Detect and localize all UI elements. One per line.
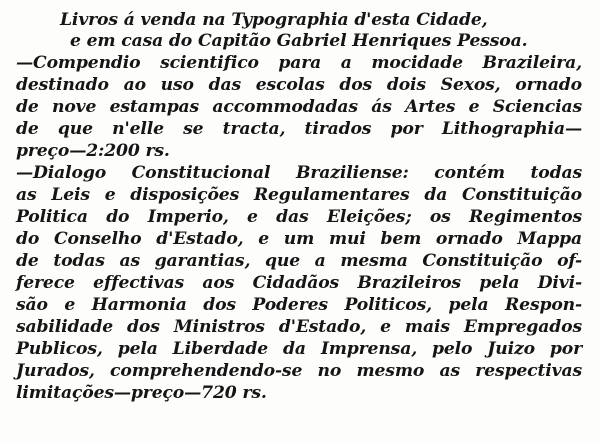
body-line-6: —Dialogo Constitucional Braziliense: contém todas — [16, 163, 582, 183]
body-line-1: —Compendio scientifico para a mocidade Brazileira, — [16, 53, 582, 73]
header-line-2: e em casa do Capitão Gabriel Henriques Pessoa. — [70, 31, 528, 51]
body-line-7: as Leis e disposições Regulamentares da Constituição — [16, 185, 582, 205]
body-line-15: Jurados, comprehendendo-se no mesmo as respectivas — [16, 361, 582, 381]
body-line-9: do Conselho d'Estado, e um mui bem ornado Mappa — [16, 229, 582, 249]
body-line-2: destinado ao uso das escolas dos dois Sexos, ornado — [16, 75, 582, 95]
body-line-4: de que n'elle se tracta, tirados por Lithographia— — [16, 119, 582, 139]
body-line-16-price: limitações—preço—720 rs. — [16, 383, 267, 403]
body-line-3: de nove estampas accommodadas ás Artes e Sciencias — [16, 97, 582, 117]
body-line-13: sabilidade dos Ministros d'Estado, e mais Empregados — [16, 317, 582, 337]
body-line-10: de todas as garantias, que a mesma Constituição of- — [16, 251, 582, 271]
body-line-12: são e Harmonia dos Poderes Politicos, pela Respon- — [16, 295, 582, 315]
body-line-14: Publicos, pela Liberdade da Imprensa, pelo Juizo por — [16, 339, 582, 359]
header-line-1: Livros á venda na Typographia d'esta Cidade, — [60, 10, 488, 30]
body-line-11: ferece effectivas aos Cidadãos Brazileiros pela Divi- — [16, 273, 582, 293]
body-line-5-price: preço—2:200 rs. — [16, 141, 170, 161]
body-line-8: Politica do Imperio, e das Eleições; os Regimentos — [16, 207, 582, 227]
